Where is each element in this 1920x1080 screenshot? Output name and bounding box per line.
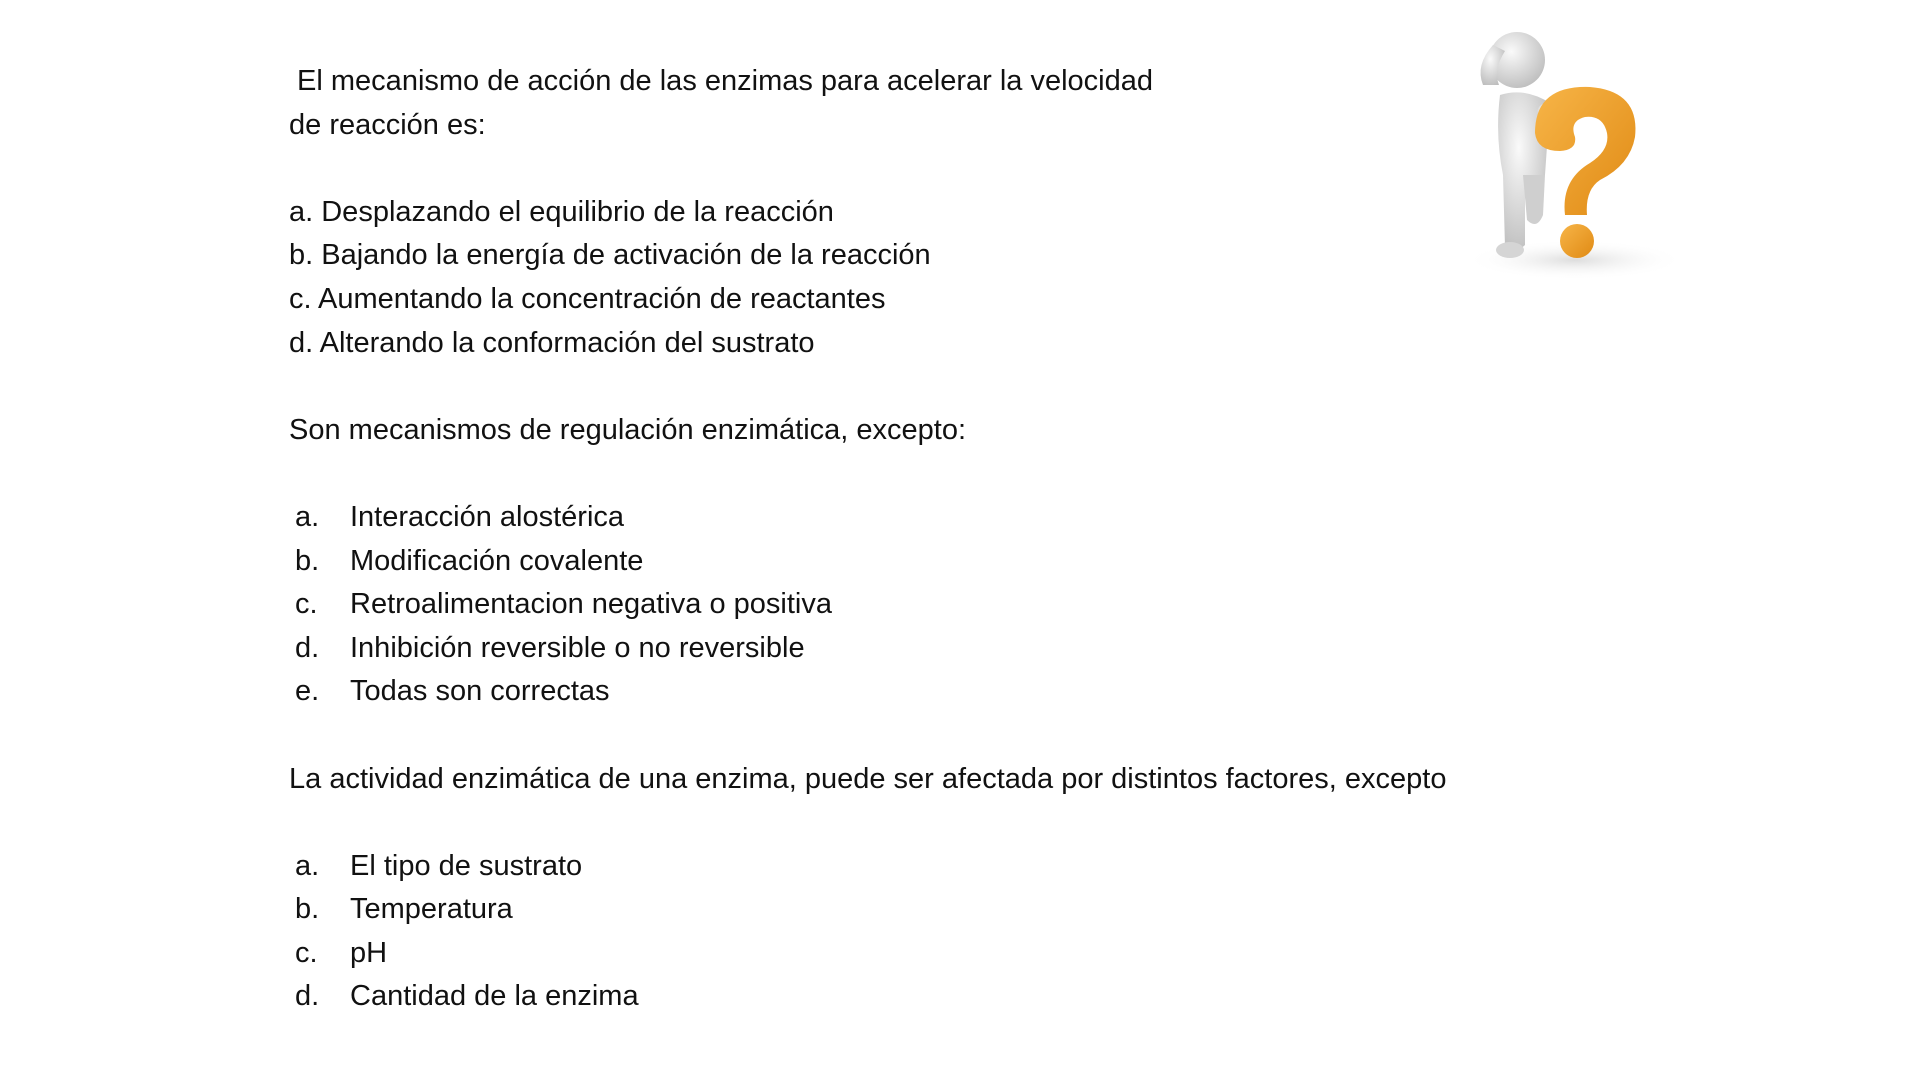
option-b: [289, 888, 1446, 932]
option-e: [289, 670, 1446, 714]
option-b: b. Bajando la energía de activación de la reacción: [289, 239, 931, 272]
question-prompt: El mecanismo de acción de las enzimas para acelerar la velocidad: [289, 65, 1153, 97]
option-a: [289, 845, 1446, 889]
option-c: [289, 932, 1446, 976]
option-c: [289, 583, 1446, 627]
option-d: [289, 627, 1446, 671]
option-text: Interacción alostérica: [350, 500, 625, 533]
option-text: Inhibición reversible o no reversible: [350, 631, 805, 664]
option-letter: e.: [295, 675, 320, 708]
option-text: Retroalimentacion negativa o positiva: [350, 588, 832, 621]
option-text: Modificación covalente: [350, 544, 644, 577]
option-letter: b.: [295, 893, 320, 926]
option-letter: b.: [295, 544, 320, 577]
option-text: Temperatura: [350, 893, 513, 926]
option-letter: d.: [295, 631, 320, 664]
thinking-person-question-mark-icon: [1465, 15, 1705, 283]
option-text: pH: [350, 936, 388, 969]
question-prompt: Son mecanismos de regulación enzimática, excepto:: [289, 413, 967, 446]
option-text: El tipo de sustrato: [350, 849, 583, 882]
option-letter: c.: [295, 588, 318, 621]
question-3: [289, 758, 1446, 1020]
option-letter: a.: [295, 500, 320, 533]
question-prompt: de reacción es:: [289, 108, 486, 141]
quiz-content: [289, 60, 1446, 1019]
question-2: [289, 409, 1446, 714]
option-c: c. Aumentando la concentración de reactantes: [289, 282, 886, 315]
option-d: d. Alterando la conformación del sustrato: [289, 326, 815, 359]
option-text: Cantidad de la enzima: [350, 980, 639, 1013]
option-a: a. Desplazando el equilibrio de la reacción: [289, 195, 834, 228]
option-letter: d.: [295, 980, 320, 1013]
option-text: Todas son correctas: [350, 675, 610, 708]
option-d: [289, 975, 1446, 1019]
option-b: [289, 540, 1446, 584]
question-1: [289, 60, 1446, 365]
option-a: [289, 496, 1446, 540]
question-prompt: La actividad enzimática de una enzima, puede ser afectada por distintos factores, excepto: [289, 762, 1447, 795]
option-letter: c.: [295, 936, 318, 969]
option-letter: a.: [295, 849, 320, 882]
